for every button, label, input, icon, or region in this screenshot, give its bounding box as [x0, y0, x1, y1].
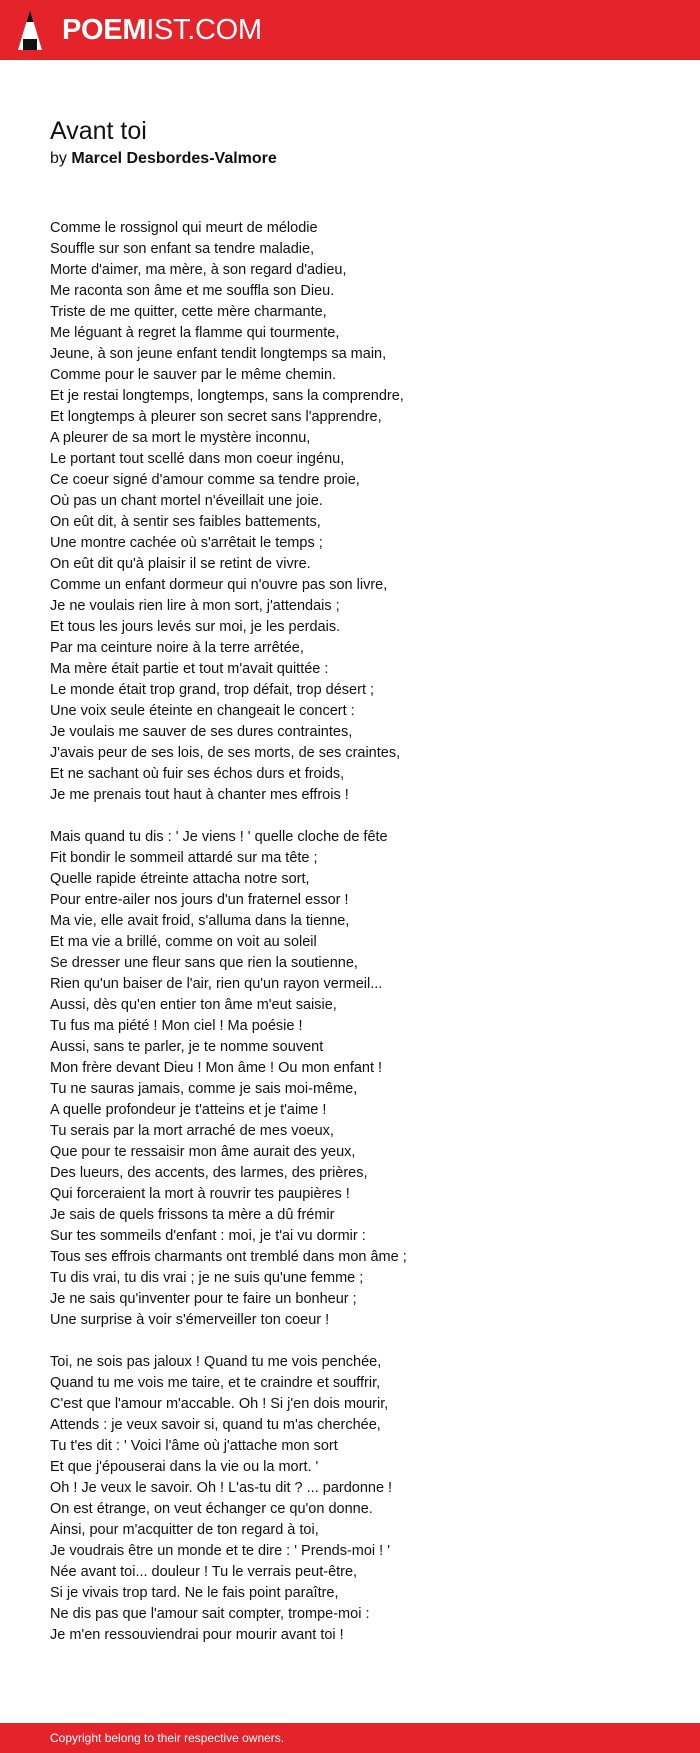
poem-line: J'avais peur de ses lois, de ses morts, de ses craintes,: [50, 745, 401, 761]
poem-title: Avant toi: [50, 117, 147, 145]
poem-line: Jeune, à son jeune enfant tendit longtemps sa main,: [50, 346, 387, 362]
poem-line: A pleurer de sa mort le mystère inconnu,: [50, 430, 311, 446]
stanza-break: [50, 1331, 670, 1352]
poem-line: Mon frère devant Dieu ! Mon âme ! Ou mon enfant !: [50, 1060, 383, 1076]
poem-line: Quand tu me vois me taire, et te craindre et souffrir,: [50, 1375, 381, 1391]
poem-line: Une voix seule éteinte en changeait le concert :: [50, 703, 355, 719]
poem-line: Je sais de quels frissons ta mère a dû frémir: [50, 1207, 335, 1223]
poem-line: Oh ! Je veux le savoir. Oh ! L'as-tu dit ? ... pardonne !: [50, 1480, 393, 1496]
poem-line: Je ne sais qu'inventer pour te faire un bonheur ;: [50, 1291, 357, 1307]
poem-line: Ne dis pas que l'amour sait compter, trompe-moi :: [50, 1606, 370, 1622]
poem-line: Fit bondir le sommeil attardé sur ma tête ;: [50, 850, 318, 866]
poem-line: Ma vie, elle avait froid, s'alluma dans la tienne,: [50, 913, 350, 929]
poem-line: Mais quand tu dis : ' Je viens ! ' quelle cloche de fête: [50, 829, 388, 845]
poem-line: Le monde était trop grand, trop défait, trop désert ;: [50, 682, 375, 698]
author-link[interactable]: Marcel Desbordes-Valmore: [71, 150, 277, 167]
poem-line: C'est que l'amour m'accable. Oh ! Si j'en dois mourir,: [50, 1396, 389, 1412]
poem-line: Je m'en ressouviendrai pour mourir avant toi !: [50, 1627, 344, 1643]
poem-line: Je voulais me sauver de ses dures contraintes,: [50, 724, 353, 740]
pen-nib-logo-icon[interactable]: [17, 9, 43, 51]
poem-line: Comme le rossignol qui meurt de mélodie: [50, 220, 318, 236]
poem-line: Et tous les jours levés sur moi, je les perdais.: [50, 619, 341, 635]
poem-line: On est étrange, on veut échanger ce qu'on donne.: [50, 1501, 373, 1517]
poem-line: Ainsi, pour m'acquitter de ton regard à toi,: [50, 1522, 319, 1538]
poem-stanza: [50, 1352, 670, 1646]
site-logo-link[interactable]: [62, 12, 262, 48]
poem-line: Je ne voulais rien lire à mon sort, j'attendais ;: [50, 598, 340, 614]
poem-line: Attends : je veux savoir si, quand tu m'as cherchée,: [50, 1417, 381, 1433]
poem-line: Où pas un chant mortel n'éveillait une joie.: [50, 493, 323, 509]
poem-line: Sur tes sommeils d'enfant : moi, je t'ai vu dormir :: [50, 1228, 366, 1244]
site-footer: [0, 1723, 700, 1753]
poem-line: Toi, ne sois pas jaloux ! Quand tu me vois penchée,: [50, 1354, 382, 1370]
poem-byline: [50, 149, 277, 169]
stanza-break: [50, 806, 670, 827]
poem-line: Et ma vie a brillé, comme on voit au soleil: [50, 934, 317, 950]
poem-line: Par ma ceinture noire à la terre arrêtée,: [50, 640, 304, 656]
poem-line: Tu ne sauras jamais, comme je sais moi-même,: [50, 1081, 358, 1097]
poem-line: Née avant toi... douleur ! Tu le verrais peut-être,: [50, 1564, 358, 1580]
poem-line: Me léguant à regret la flamme qui tourmente,: [50, 325, 340, 341]
copyright-text: Copyright belong to their respective owners.: [50, 1731, 285, 1745]
poem-stanza: [50, 218, 670, 806]
poem-line: Si je vivais trop tard. Ne le fais point paraître,: [50, 1585, 339, 1601]
poem-line: Je voudrais être un monde et te dire : ' Prends-moi ! ': [50, 1543, 391, 1559]
poem-line: Et que j'épouserai dans la vie ou la mort. ': [50, 1459, 319, 1475]
poem-body: [50, 218, 670, 1646]
poem-line: Je me prenais tout haut à chanter mes effrois !: [50, 787, 349, 803]
poem-line: On eût dit, à sentir ses faibles battements,: [50, 514, 321, 530]
poem-line: A quelle profondeur je t'atteins et je t'aime !: [50, 1102, 327, 1118]
poem-line: Aussi, dès qu'en entier ton âme m'eut saisie,: [50, 997, 337, 1013]
poem-line: Et longtemps à pleurer son secret sans l'apprendre,: [50, 409, 382, 425]
poem-line: Rien qu'un baiser de l'air, rien qu'un rayon vermeil...: [50, 976, 383, 992]
logo-text-bold: POEM: [62, 14, 147, 46]
poem-line: Tous ses effrois charmants ont tremblé dans mon âme ;: [50, 1249, 407, 1265]
poem-line: Tu serais par la mort arraché de mes voeux,: [50, 1123, 334, 1139]
logo-text-light: IST.COM: [146, 14, 262, 46]
poem-line: Comme un enfant dormeur qui n'ouvre pas son livre,: [50, 577, 388, 593]
poem-line: Pour entre-ailer nos jours d'un fraternel essor !: [50, 892, 349, 908]
poem-line: Quelle rapide étreinte attacha notre sort,: [50, 871, 310, 887]
poem-line: Aussi, sans te parler, je te nomme souvent: [50, 1039, 324, 1055]
poem-line: Tu t'es dit : ' Voici l'âme où j'attache mon sort: [50, 1438, 338, 1454]
site-header: [0, 0, 700, 60]
poem-line: Une surprise à voir s'émerveiller ton coeur !: [50, 1312, 330, 1328]
poem-line: Comme pour le sauver par le même chemin.: [50, 367, 337, 383]
poem-line: Ce coeur signé d'amour comme sa tendre proie,: [50, 472, 360, 488]
poem-line: Tu dis vrai, tu dis vrai ; je ne suis qu'une femme ;: [50, 1270, 364, 1286]
poem-line: Et je restai longtemps, longtemps, sans la comprendre,: [50, 388, 404, 404]
poem-line: Tu fus ma piété ! Mon ciel ! Ma poésie !: [50, 1018, 303, 1034]
poem-line: Que pour te ressaisir mon âme aurait des yeux,: [50, 1144, 356, 1160]
poem-line: Me raconta son âme et me souffla son Dieu.: [50, 283, 335, 299]
poem-stanza: [50, 827, 670, 1331]
poem-line: On eût dit qu'à plaisir il se retint de vivre.: [50, 556, 311, 572]
poem-line: Des lueurs, des accents, des larmes, des prières,: [50, 1165, 368, 1181]
poem-line: Le portant tout scellé dans mon coeur ingénu,: [50, 451, 345, 467]
poem-line: Et ne sachant où fuir ses échos durs et froids,: [50, 766, 345, 782]
poem-line: Une montre cachée où s'arrêtait le temps ;: [50, 535, 323, 551]
poem-line: Qui forceraient la mort à rouvrir tes paupières !: [50, 1186, 350, 1202]
poem-line: Morte d'aimer, ma mère, à son regard d'adieu,: [50, 262, 347, 278]
poem-line: Souffle sur son enfant sa tendre maladie,: [50, 241, 315, 257]
poem-line: Triste de me quitter, cette mère charmante,: [50, 304, 327, 320]
poem-line: Se dresser une fleur sans que rien la soutienne,: [50, 955, 358, 971]
by-prefix: by: [50, 150, 67, 167]
poem-line: Ma mère était partie et tout m'avait quittée :: [50, 661, 329, 677]
